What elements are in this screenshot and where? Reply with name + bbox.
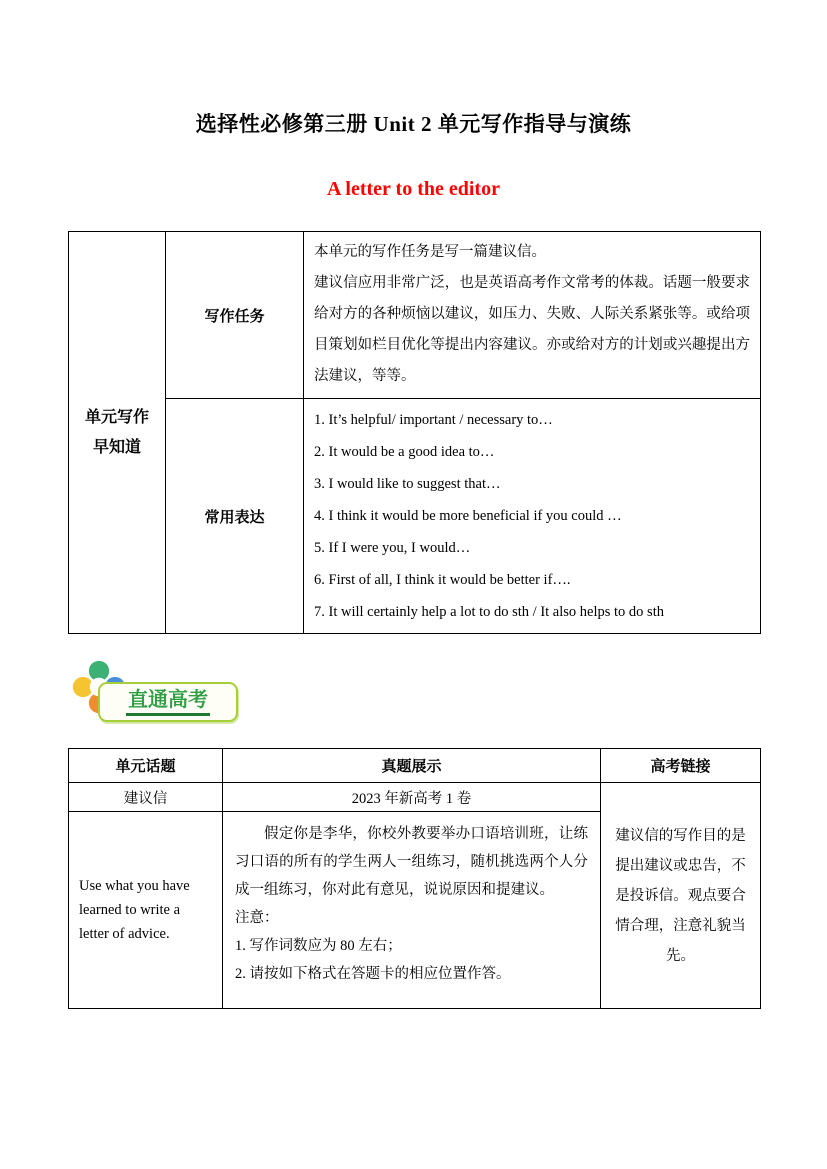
expression-item: 3. I would like to suggest that… [314, 476, 501, 492]
header-unit-topic: 单元话题 [69, 749, 223, 783]
expression-item: 4. I think it would be more beneficial if you could … [314, 508, 622, 524]
overview-table [68, 231, 761, 634]
table-row [69, 783, 761, 812]
link-note-cell: 建议信的写作目的是提出建议或忠告，不是投诉信。观点要合情合理，注意礼貌当先。 [601, 783, 761, 1009]
page-subtitle: A letter to the editor [327, 178, 500, 200]
expression-item: 2. It would be a good idea to… [314, 444, 495, 460]
exam-table [68, 748, 761, 1009]
exam-table-header-row [69, 749, 761, 783]
expression-item: 1. It’s helpful/ important / necessary to… [314, 412, 553, 428]
task-paragraph: 本单元的写作任务是写一篇建议信。 [314, 244, 546, 260]
exam-source-cell: 2023 年新高考 1 卷 [223, 783, 601, 812]
expression-item: 7. It will certainly help a lot to do sth / It also helps to do sth [314, 604, 664, 620]
task-label-cell: 写作任务 [166, 232, 304, 399]
expressions-label-cell: 常用表达 [166, 399, 304, 634]
prompt-cell [223, 812, 601, 1009]
gaokao-badge-label: 直通高考 [126, 688, 210, 716]
table-row [69, 399, 761, 634]
header-gaokao-link: 高考链接 [601, 749, 761, 783]
gaokao-badge [98, 682, 238, 722]
task-paragraph: 建议信应用非常广泛，也是英语高考作文常考的体裁。话题一般要求给对方的各种烦恼以建议，如压力、失败、人际关系紧张等。或给项目策划如栏目优化等提出内容建议。亦或给对方的计划或兴趣提出方法建议，等等。 [314, 275, 750, 384]
header-exam-display: 真题展示 [223, 749, 601, 783]
unit-writing-header-line1: 单元写作 [84, 408, 149, 426]
expression-item: 6. First of all, I think it would be better if…. [314, 572, 571, 588]
topic-cell: 建议信 [69, 783, 223, 812]
page-title: 选择性必修第三册 Unit 2 单元写作指导与演练 [195, 112, 632, 136]
expression-item: 5. If I were you, I would… [314, 540, 471, 556]
expressions-content-cell [304, 399, 761, 634]
prompt-paragraph: 假定你是李华，你校外教要举办口语培训班，让练习口语的所有的学生两人一组练习，随机挑选两个人分成一组练习，你对此有意见，说说原因和提建议。 [235, 826, 588, 898]
table-row [69, 232, 761, 399]
gaokao-banner [68, 660, 827, 724]
unit-writing-header-line2: 早知道 [92, 438, 141, 456]
notes-label: 注意： [235, 910, 279, 926]
task-content-cell [304, 232, 761, 399]
note-item: 2. 请按如下格式在答题卡的相应位置作答。 [235, 966, 511, 982]
topic-note-cell: Use what you have learned to write a letter of advice. [69, 812, 223, 1009]
unit-writing-header-cell [69, 232, 166, 634]
note-item: 1. 写作词数应为 80 左右； [235, 938, 402, 954]
